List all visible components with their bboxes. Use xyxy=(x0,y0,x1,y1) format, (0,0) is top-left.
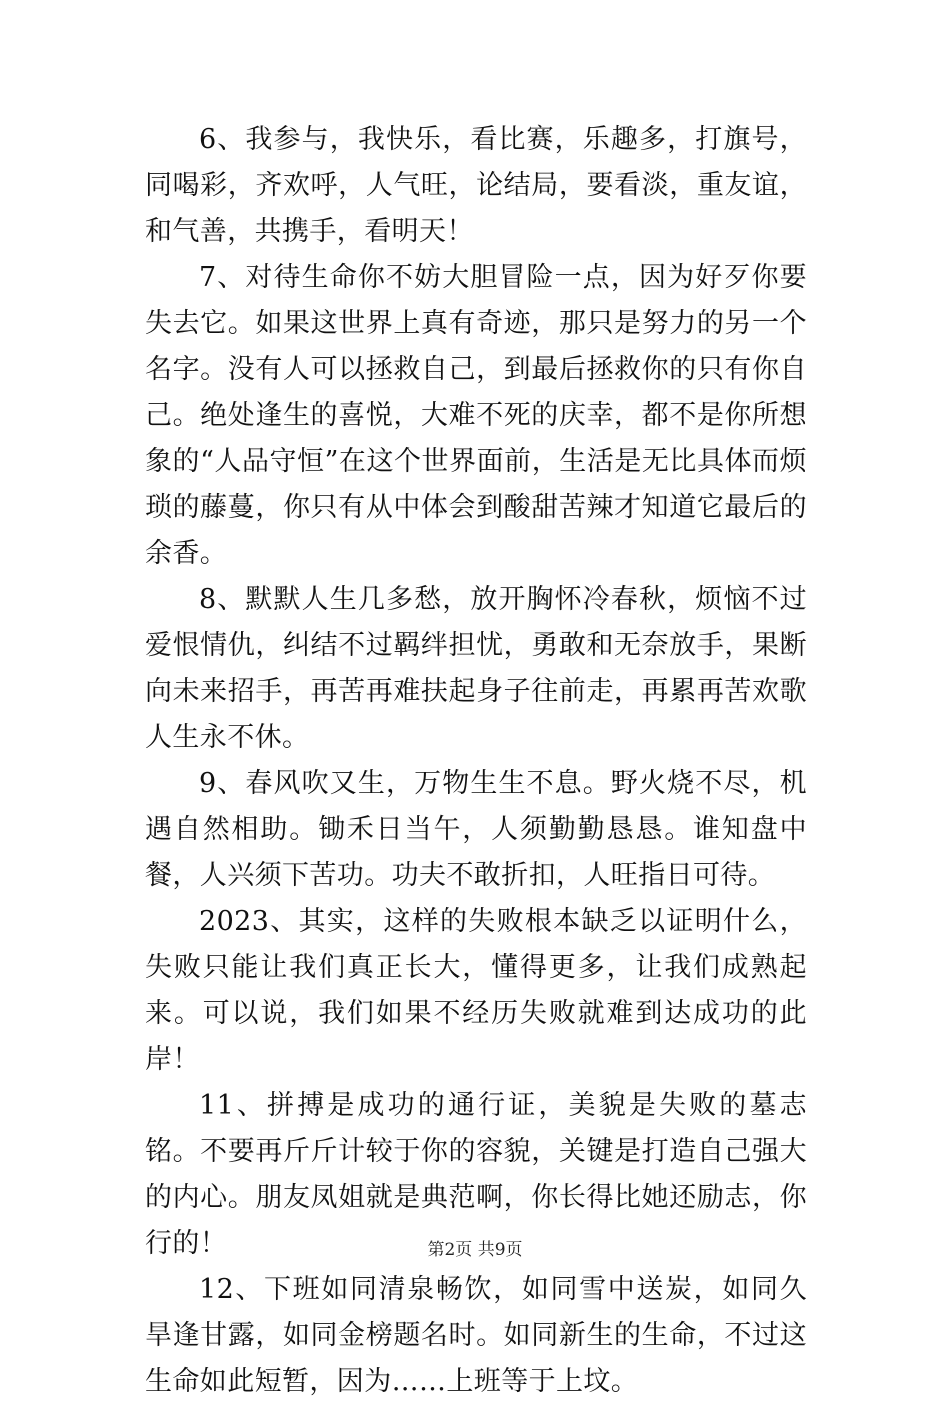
paragraph-8: 8、默默人生几多愁，放开胸怀冷春秋，烦恼不过爱恨情仇，纠结不过羁绊担忧，勇敢和无奈放手，果断向未来招手，再苦再难扶起身子往前走，再累再苦欢歌人生永不休。 xyxy=(145,584,807,753)
paragraph-9: 9、春风吹又生，万物生生不息。野火烧不尽，机遇自然相助。锄禾日当午，人须勤勤恳恳。谁知盘中餐，人兴须下苦功。功夫不敢折扣，人旺指日可待。 xyxy=(145,768,807,891)
paragraph-11: 11、拼搏是成功的通行证，美貌是失败的墓志铭。不要再斤斤计较于你的容貌，关键是打造自己强大的内心。朋友凤姐就是典范啊，你长得比她还励志，你行的！ xyxy=(145,1090,807,1259)
paragraph-2023: 2023、其实，这样的失败根本缺乏以证明什么，失败只能让我们真正长大，懂得更多，让我们成熟起来。可以说，我们如果不经历失败就难到达成功的此岸！ xyxy=(145,906,807,1075)
page-footer: 第2页 共9页 xyxy=(427,1240,523,1260)
paragraph-12: 12、下班如同清泉畅饮，如同雪中送炭，如同久旱逢甘露，如同金榜题名时。如同新生的生命，不过这生命如此短暂，因为……上班等于上坟。 xyxy=(145,1274,807,1397)
document-body xyxy=(145,117,807,1405)
paragraph-6: 6、我参与，我快乐，看比赛，乐趣多，打旗号，同喝彩，齐欢呼，人气旺，论结局，要看淡，重友谊，和气善，共携手，看明天！ xyxy=(145,124,807,247)
paragraph-7: 7、对待生命你不妨大胆冒险一点，因为好歹你要失去它。如果这世界上真有奇迹，那只是努力的另一个名字。没有人可以拯救自己，到最后拯救你的只有你自己。绝处逢生的喜悦，大难不死的庆幸，都不是你所想象的“人品守恒”在这个世界面前，生活是无比具体而烦琐的藤蔓，你只有从中体会到酸甜苦辣才知道它最后的余香。 xyxy=(145,262,807,569)
